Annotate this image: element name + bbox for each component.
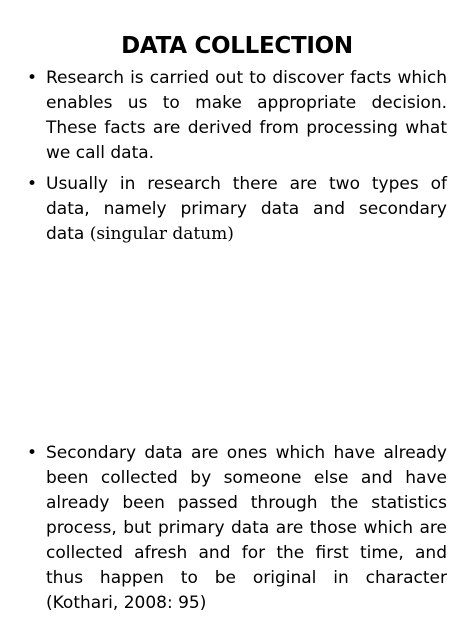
bullet-item	[27, 66, 447, 168]
bullet-dot: •	[27, 68, 38, 88]
bullet-text-container	[46, 172, 447, 247]
bullet-text: Research is carried out to discover facts which enables us to make appropriate decision. These facts are derived from processing what we call data.	[46, 68, 447, 163]
bullet-dot: •	[27, 174, 38, 194]
bullet-text: Secondary data are ones which have already been collected by someone else and have already been passed through the statistics process, but primary data are those which are collected afresh and for the first time, and thus happen to be original in character (Kothari, 2008: 95)	[46, 443, 447, 613]
bullet-note: (singular datum)	[89, 224, 234, 244]
bullet-item	[27, 172, 447, 250]
bullet-item	[27, 441, 447, 621]
bullet-dot: •	[27, 443, 38, 463]
bullet-text: Usually in research there are two types of data, namely primary data and secondary data	[46, 174, 447, 244]
slide-title: DATA COLLECTION	[121, 33, 353, 59]
